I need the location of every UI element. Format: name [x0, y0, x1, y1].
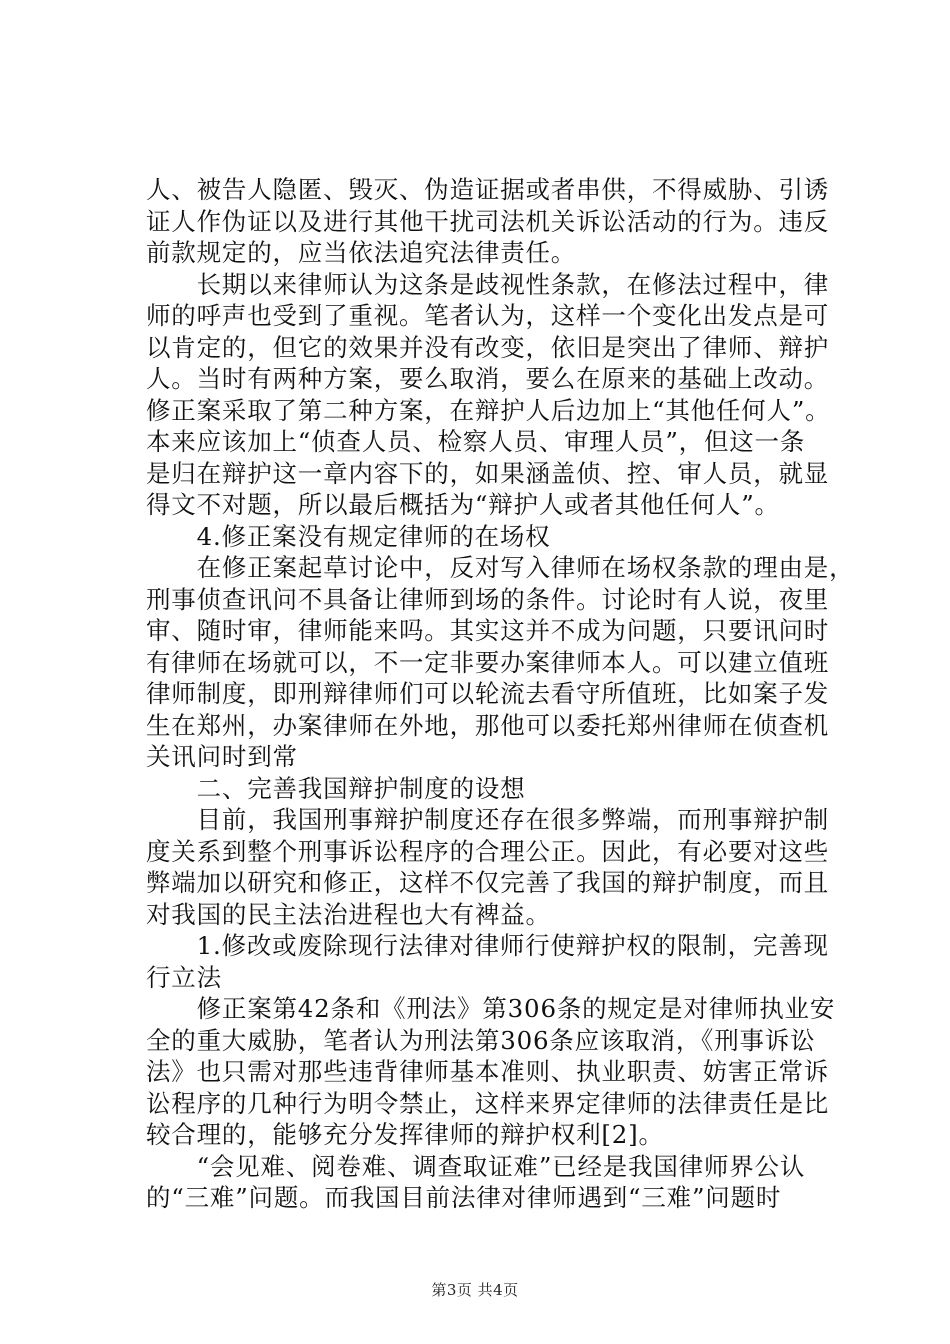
text-line: 有律师在场就可以，不一定非要办案律师本人。可以建立值班: [146, 647, 830, 677]
text-line: “会见难、阅卷难、调查取证难”已经是我国律师界公认: [146, 1151, 806, 1181]
text-line: 度关系到整个刑事诉讼程序的合理公正。因此，有必要对这些: [146, 836, 830, 866]
text-line: 以肯定的，但它的效果并没有改变，依旧是突出了律师、辩护: [146, 332, 830, 362]
text-line: 是归在辩护这一章内容下的，如果涵盖侦、控、审人员，就显: [146, 458, 830, 488]
text-line: 修正案第42条和《刑法》第306条的规定是对律师执业安: [146, 994, 836, 1023]
section-heading: 行立法: [146, 962, 222, 992]
text-line: 得文不对题，所以最后概括为“辩护人或者其他任何人”。: [146, 490, 780, 519]
text-line: 审、随时审，律师能来吗。其实这并不成为问题，只要讯问时: [146, 616, 830, 645]
section-heading: 二、完善我国辩护制度的设想: [146, 773, 526, 803]
text-line: 较合理的，能够充分发挥律师的辩护权利[2]。: [146, 1120, 664, 1149]
text-line: 长期以来律师认为这条是歧视性条款，在修法过程中，律: [146, 269, 830, 299]
text-line: 对我国的民主法治进程也大有裨益。: [146, 899, 551, 929]
text-line: 人。当时有两种方案，要么取消，要么在原来的基础上改动。: [146, 364, 830, 393]
text-line: 弊端加以研究和修正，这样不仅完善了我国的辩护制度，而且: [146, 868, 830, 897]
text-line: 法》也只需对那些违背律师基本准则、执业职责、妨害正常诉: [146, 1057, 830, 1086]
text-line: 目前，我国刑事辩护制度还存在很多弊端，而刑事辩护制: [146, 805, 830, 834]
body-text: [146, 174, 855, 1214]
section-heading: 4.修正案没有规定律师的在场权: [146, 521, 551, 551]
text-line: 刑事侦查讯问不具备让律师到场的条件。讨论时有人说，夜里: [146, 584, 830, 614]
section-heading: 1.修改或废除现行法律对律师行使辩护权的限制，完善现: [146, 931, 829, 960]
text-line: 讼程序的几种行为明令禁止，这样来界定律师的法律责任是比: [146, 1088, 830, 1118]
text-line: 修正案采取了第二种方案，在辩护人后边加上“其他任何人”。: [146, 395, 831, 425]
text-line: 前款规定的，应当依法追究法律责任。: [146, 238, 577, 267]
text-line: 关讯问时到常: [146, 742, 298, 771]
page-footer: 第3页 共4页: [431, 1281, 519, 1299]
text-line: 师的呼声也受到了重视。笔者认为，这样一个变化出发点是可: [146, 301, 830, 330]
text-line: 全的重大威胁，笔者认为刑法第306条应该取消，《刑事诉讼: [146, 1025, 816, 1055]
text-line: 在修正案起草讨论中，反对写入律师在场权条款的理由是，: [146, 553, 855, 582]
text-line: 证人作伪证以及进行其他干扰司法机关诉讼活动的行为。违反: [146, 206, 830, 236]
text-line: 律师制度，即刑辩律师们可以轮流去看守所值班，比如案子发: [146, 679, 830, 708]
text-line: 的“三难”问题。而我国目前法律对律师遇到“三难”问题时: [146, 1183, 782, 1212]
text-line: 生在郑州，办案律师在外地，那他可以委托郑州律师在侦查机: [146, 710, 830, 740]
text-line: 本来应该加上“侦查人员、检察人员、审理人员”，但这一条: [146, 427, 806, 456]
text-line: 人、被告人隐匿、毁灭、伪造证据或者串供，不得威胁、引诱: [146, 175, 830, 204]
